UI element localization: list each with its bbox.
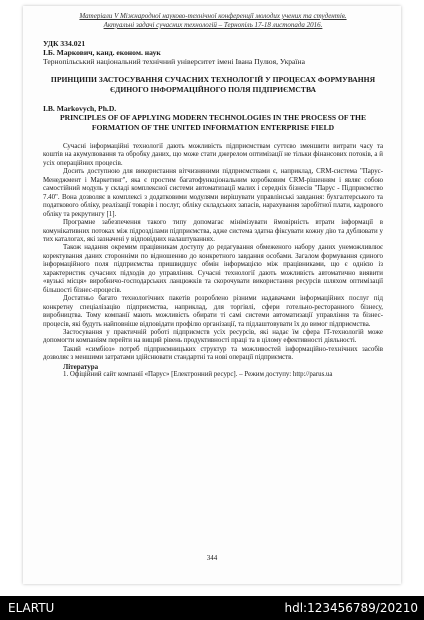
paragraph: Досить доступною для використання вітчизняними підприємствами є, наприклад, CRM-система "Парус-Менеджмент і Маркетинг", яка є простим багатофункціональним коробковим CRM-рішенням і являє собою самостійний модуль у складі комплексної системи автоматизації малих і середніх бізнесів "Парус - Підприємство 7.40". Вона дозволяє в комплексі з додатковими модулями вирішувати управлінські завдання: бухгалтерського та податкового обліку, реалізації товарів і послуг, обліку складських запасів, нарахування заробітної плати, кадрового обліку та рекрутингу [1]. [43, 168, 383, 218]
title-english: PRINCIPLES OF OF APPLYING MODERN TECHNOLOGIES IN THE PROCESS OF THE FORMATION OF THE UNITED INFORMATION ENTERPRISE FIELD [59, 113, 367, 132]
reference-item: 1. Офіційний сайт компанії «Парус» [Електронний ресурс]. – Режим доступу: http://parus.ua [63, 371, 333, 379]
author-english: I.B. Markovych, Ph.D. [43, 104, 117, 113]
author-ukrainian: І.Б. Маркович, канд. економ. наук [43, 48, 161, 57]
running-head [43, 12, 383, 30]
repository-label: ELARTU [8, 601, 55, 615]
document-page [23, 6, 401, 584]
paragraph: Такий «симбіоз» потреб підприємницьких структур та можливостей інформаційно-технічних засобів дозволяє з меншими затратами здійснювати стандартні та нові операції підприємств. [43, 345, 383, 362]
article-body [43, 143, 383, 380]
paragraph: Сучасні інформаційні технології дають можливість підприємствам суттєво зменшити витрати часу та коштів на акумулювання та обробку даних, що може стати джерелом оптимізації не тільки фінансових потоків, а й усіх операційних процесів. [43, 143, 383, 167]
paragraph: Достатньо багато технологічних пакетів розроблено різними надавачами інформаційних послуг під конкретну спеціалізацію підприємства, наприклад, для торгівлі, сфери готельно-ресторанного бізнесу, виробництва. Тому компанії мають можливість обирати ті самі системи автоматизації управління та бізнес-процесів, які будуть найповніше відповідати профілю організації, та підлаштовувати їх до вимог підприємства. [43, 295, 383, 328]
literature-heading: Література [63, 362, 99, 371]
affiliation-ukrainian: Тернопільський національний технічний університет імені Івана Пулюя, Україна [43, 57, 305, 66]
paragraph: Програмне забезпечення такого типу допомагає мінімізувати ймовірність втрати інформації в комунікативних потоках між підрозділами підприємства, адже система здатна фіксувати кожну дію та дублювати у тих каталогах, які зазначені у відповідних налаштуваннях. [43, 219, 383, 243]
running-head-line-1: Матеріали V Міжнародної науково-технічної конференції молодих учених та студентів. [79, 12, 347, 20]
running-head-line-2: Актуальні задачі сучасних технологій – Тернопіль 17-18 листопада 2016. [103, 21, 323, 29]
paragraph: Також надання окремим працівникам доступу до редагування обмеженого набору даних унеможливлює коректування даних сторонніми по відношенню до конкретного завдання особами. Загалом формування єдиного інформаційного поля підприємства пришвидшує обмін інформацією між працівниками, що є однією із характеристик сучасних підходів до управління. Сучасні технології дають можливість автоматично виявити «вузькі місця» виробничо-господарських ланцюжків та скорочувати використання ресурсів шляхом оптимізації більшості бізнес-процесів. [43, 244, 383, 294]
udc-code: УДК 334.021 [43, 39, 86, 48]
footer-bar [0, 596, 424, 620]
handle-identifier: hdl:123456789/20210 [284, 601, 418, 615]
title-ukrainian: ПРИНЦИПИ ЗАСТОСУВАННЯ СУЧАСНИХ ТЕХНОЛОГІЙ У ПРОЦЕСАХ ФОРМУВАННЯ ЄДИНОГО ІНФОРМАЦІЙНОГО ПОЛЯ ПІДПРИЄМСТВА [50, 75, 376, 94]
paragraph: Застосування у практичній роботі підприємств усіх ресурсів, які надає їм сфера IT-технологій може допомогти компаніям перейти на вищий рівень продуктивності праці та в цілому ефективності діяльності. [43, 328, 383, 345]
page-number: 344 [206, 554, 218, 562]
